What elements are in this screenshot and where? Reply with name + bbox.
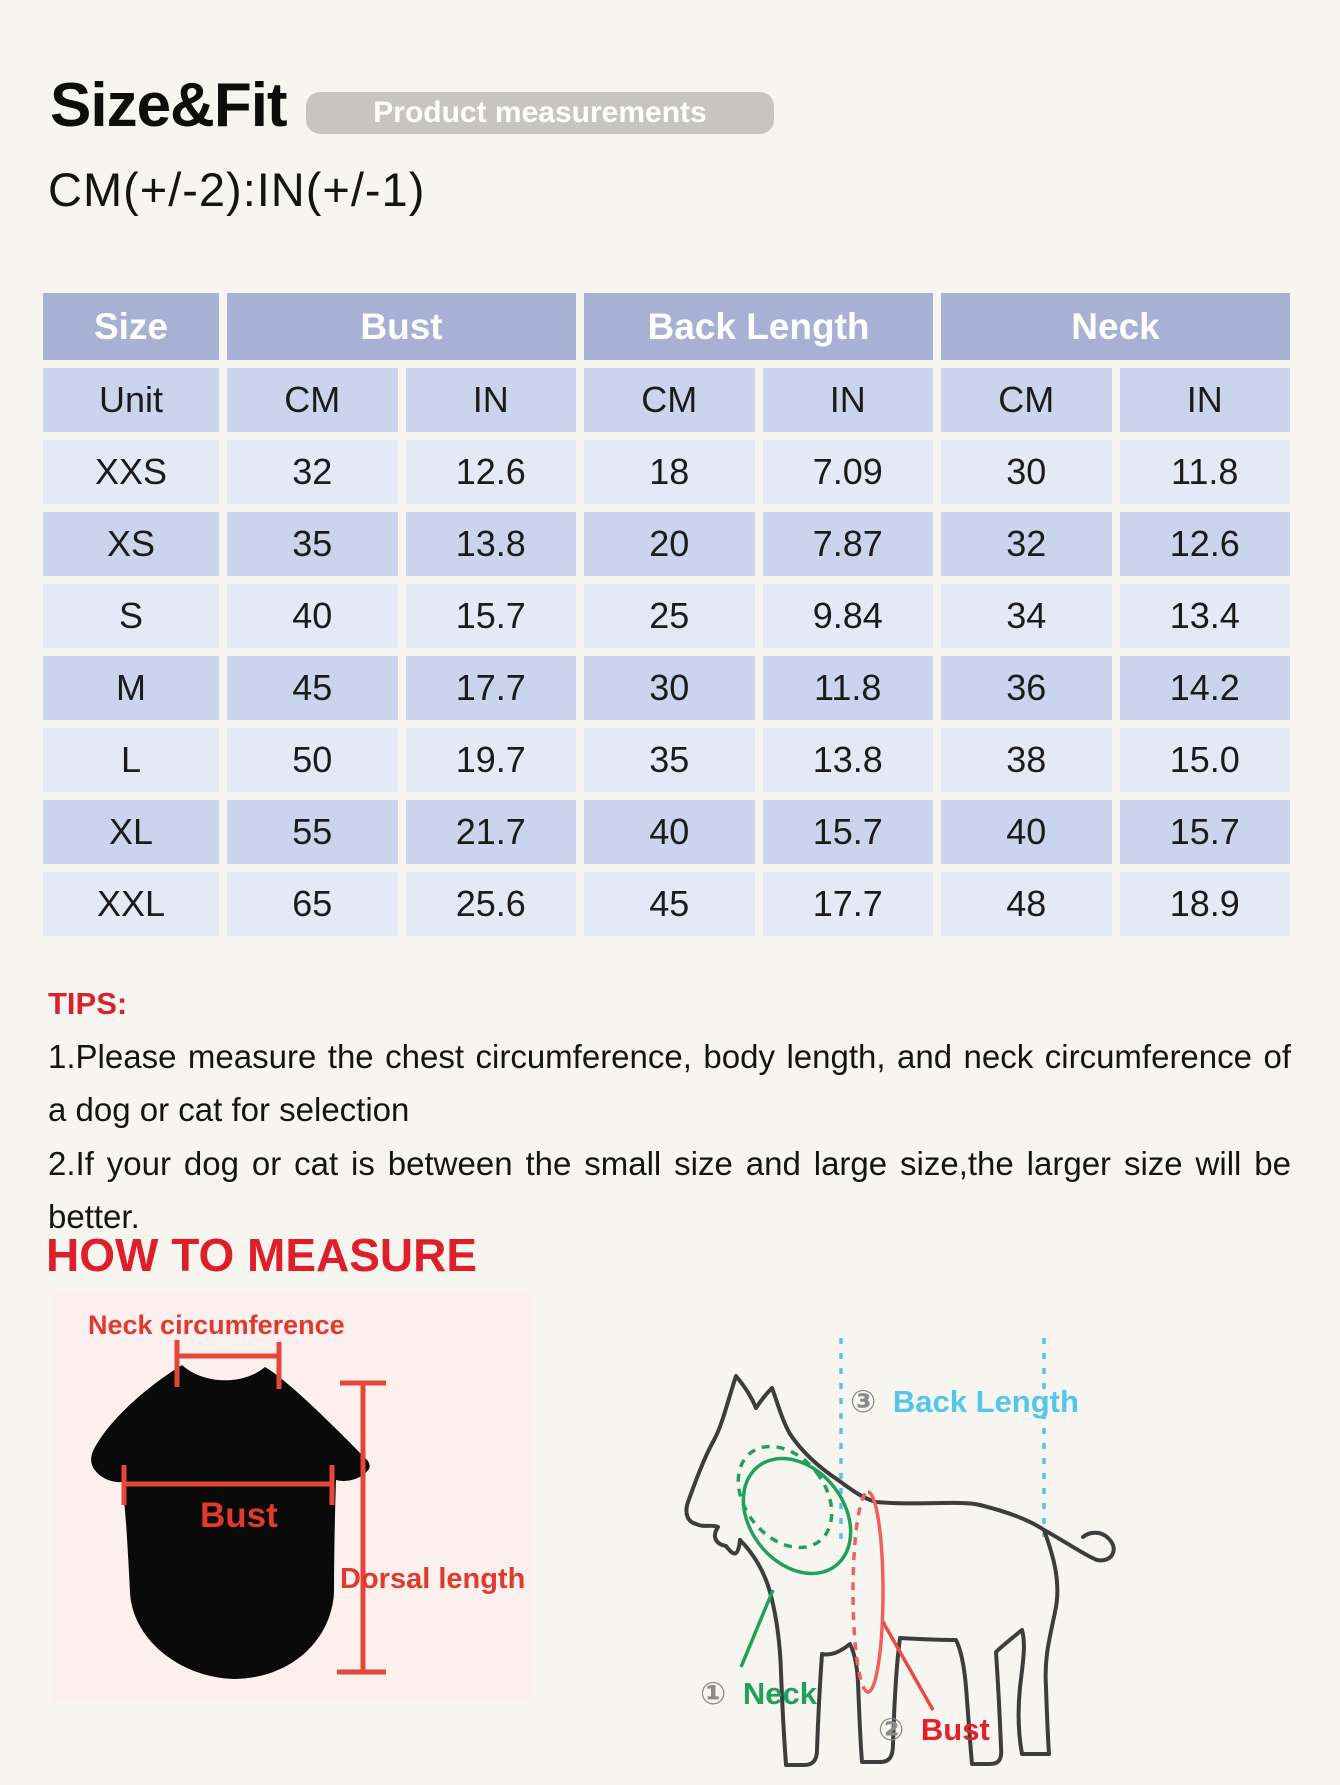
dog-diagram-svg xyxy=(600,1292,1340,1785)
table-cell: 30 xyxy=(941,440,1112,504)
table-cell: 18.9 xyxy=(1120,872,1291,936)
table-cell: 13.4 xyxy=(1120,584,1291,648)
table-cell: XL xyxy=(43,800,219,864)
table-cell: 15.7 xyxy=(406,584,577,648)
dog-neck-label: ① Neck xyxy=(700,1676,817,1711)
dog-measure-diagram xyxy=(600,1292,1340,1785)
table-cell: 20 xyxy=(584,512,755,576)
table-header-neck: Neck xyxy=(941,293,1290,360)
unit-cell: IN xyxy=(1120,368,1291,432)
dog-bust-label: ② Bust xyxy=(878,1712,990,1747)
table-header-back-length: Back Length xyxy=(584,293,933,360)
table-cell: 11.8 xyxy=(763,656,934,720)
neck-pointer-line xyxy=(741,1590,773,1667)
table-cell: 38 xyxy=(941,728,1112,792)
table-cell: XXS xyxy=(43,440,219,504)
table-cell: 17.7 xyxy=(406,656,577,720)
table-cell: 32 xyxy=(227,440,398,504)
table-cell: S xyxy=(43,584,219,648)
dorsal-measure-lines xyxy=(337,1383,386,1672)
tolerance-note: CM(+/-2):IN(+/-1) xyxy=(48,163,426,216)
table-cell: 21.7 xyxy=(406,800,577,864)
bust-pointer-line xyxy=(883,1622,933,1710)
table-cell: 32 xyxy=(941,512,1112,576)
table-cell: 7.09 xyxy=(763,440,934,504)
unit-cell: CM xyxy=(227,368,398,432)
table-cell: 36 xyxy=(941,656,1112,720)
table-cell: 65 xyxy=(227,872,398,936)
table-cell: 13.8 xyxy=(763,728,934,792)
table-header-bust: Bust xyxy=(227,293,576,360)
table-cell: 45 xyxy=(227,656,398,720)
table-cell: XS xyxy=(43,512,219,576)
table-cell: 25 xyxy=(584,584,755,648)
table-cell: 11.8 xyxy=(1120,440,1291,504)
dog-back-length-label: ③ Back Length xyxy=(850,1384,1079,1419)
table-header-size: Size xyxy=(43,293,219,360)
table-cell: 48 xyxy=(941,872,1112,936)
unit-cell: Unit xyxy=(43,368,219,432)
table-cell: 40 xyxy=(227,584,398,648)
shirt-dorsal-label: Dorsal length xyxy=(340,1563,526,1595)
table-cell: 19.7 xyxy=(406,728,577,792)
size-table xyxy=(43,293,1290,936)
tip-1: 1.Please measure the chest circumference, body length, and neck circumference of a dog or cat for selection xyxy=(48,1038,1291,1129)
unit-cell: CM xyxy=(941,368,1112,432)
table-cell: 15.0 xyxy=(1120,728,1291,792)
table-cell: 40 xyxy=(941,800,1112,864)
table-cell: 50 xyxy=(227,728,398,792)
unit-cell: CM xyxy=(584,368,755,432)
table-cell: 25.6 xyxy=(406,872,577,936)
table-cell: M xyxy=(43,656,219,720)
tips-heading: TIPS: xyxy=(48,986,128,1021)
table-cell: XXL xyxy=(43,872,219,936)
table-cell: 18 xyxy=(584,440,755,504)
page-title: Size&Fit xyxy=(50,71,287,140)
table-cell: 45 xyxy=(584,872,755,936)
table-cell: L xyxy=(43,728,219,792)
table-cell: 12.6 xyxy=(1120,512,1291,576)
shirt-measure-diagram xyxy=(52,1292,530,1702)
table-cell: 17.7 xyxy=(763,872,934,936)
table-cell: 12.6 xyxy=(406,440,577,504)
table-cell: 9.84 xyxy=(763,584,934,648)
table-cell: 15.7 xyxy=(763,800,934,864)
table-cell: 35 xyxy=(227,512,398,576)
table-cell: 30 xyxy=(584,656,755,720)
how-to-measure-heading: HOW TO MEASURE xyxy=(46,1229,478,1281)
table-cell: 35 xyxy=(584,728,755,792)
table-cell: 13.8 xyxy=(406,512,577,576)
shirt-bust-label: Bust xyxy=(200,1496,278,1535)
table-cell: 14.2 xyxy=(1120,656,1291,720)
table-cell: 15.7 xyxy=(1120,800,1291,864)
shirt-diagram-svg xyxy=(52,1292,530,1702)
table-cell: 34 xyxy=(941,584,1112,648)
back-length-guide-lines xyxy=(841,1338,1044,1542)
shirt-neck-label: Neck circumference xyxy=(88,1310,345,1340)
back-length-number-icon: ③ xyxy=(850,1384,877,1419)
table-cell: 55 xyxy=(227,800,398,864)
bust-loop-solid xyxy=(868,1492,883,1692)
tips-section xyxy=(48,986,1291,1244)
product-measurements-badge: Product measurements xyxy=(306,92,774,134)
unit-cell: IN xyxy=(763,368,934,432)
table-cell: 40 xyxy=(584,800,755,864)
table-cell: 7.87 xyxy=(763,512,934,576)
neck-number-icon: ① xyxy=(700,1676,727,1711)
bust-number-icon: ② xyxy=(878,1712,905,1747)
unit-cell: IN xyxy=(406,368,577,432)
tip-2: 2.If your dog or cat is between the small size and large size,the larger size will be better. xyxy=(48,1144,1291,1236)
